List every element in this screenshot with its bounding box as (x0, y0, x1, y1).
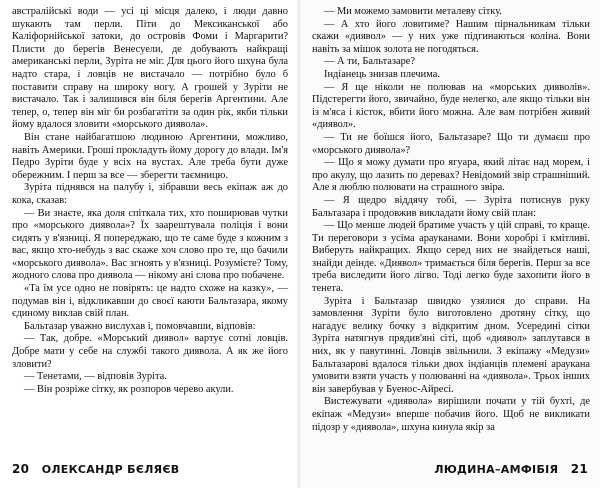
paragraph: — Ми можемо замовити металеву сітку. (324, 6, 502, 17)
paragraph: — Я ще ніколи не полював на «морських дияволів». Підстерегти його, звичайно, буде нелегко, але якщо тільки він із м'яса і кісток, вбити його можна. Але вам потрібен живий «диявол». (312, 81, 590, 131)
paragraph: — А хто його ловитиме? Нашим пірнальникам тільки скажи «диявол» — у них уже підгинаються коліна. Вони навіть за мішок золота не погодяться. (312, 18, 590, 55)
right-page (300, 0, 600, 488)
right-page-footer (434, 462, 588, 476)
paragraph: — Тенетами, — відповів Зуріта. (24, 371, 167, 383)
paragraph: — Що я можу думати про ягуара, який літає над морем, і про акулу, що лазить по деревах? Невідомий звір страшніший. Але я люблю полювати на страшного звіра. (312, 157, 590, 194)
paragraph: Вистежувати «диявола» вирішили почати у тій бухті, де екіпаж «Медузи» вперше побачив його. Щоб не викликати підозр у «диявола», шхуна кинула якір за (312, 396, 590, 433)
paragraph: Індіанець знизав плечима. (324, 68, 440, 80)
paragraph: «Та їм усе одно не повірять: це надто схоже на казку», — подумав він і, відкликавши до своєї каюти Бальтазара, якому єдиному виклав свій план. (12, 283, 288, 320)
left-page-text (12, 6, 288, 396)
paragraph: — Ви знаєте, яка доля спіткала тих, хто поширював чутки про «морського диявола»? Їх заарештувала поліція і вони сидять у в'язниці. Я попереджаю, що те саме буде з кожним з вас, якщо хто-небудь з вас скаже хоч слово про те, що бачили «морського диявола». Вас згноять у в'язниці. Розумієте? Тому, жодного слова про диявола — нікому ані слова про побачене. (12, 207, 288, 282)
right-page-text (312, 6, 590, 434)
page-number: 21 (570, 462, 588, 476)
paragraph: — Я щедро віддячу тобі, — Зуріта потиснув руку Бальтазара і продовжив викладати йому свій план: (312, 194, 590, 219)
page-number: 20 (12, 462, 30, 476)
paragraph: Зуріта піднявся на палубу і, зібравши весь екіпаж аж до кока, сказав: (12, 182, 288, 206)
paragraph: — Він розріже сітку, як розпоров черево акули. (24, 383, 234, 395)
paragraph: — А ти, Бальтазаре? (324, 56, 415, 68)
paragraph: австралійські води — усі ці місця далеко, і люди давно шукають там перли. Піти до Мексиканської або Каліфорнійської затоки, до островів Фоми і Маргарити? Плисти до берегів Венесуели, де добувають найкращі американські перли, Зуріта не міг. Для цього його шхуна була надто стара, і ловців не вистачало — потрібно було б поставити справу на широку ногу. А грошей у Зуріти не вистачало. Так і залишився він біля берегів Аргентини. Але тепер, о, тепер він міг би розбагатіти за один рік, якби тільки йому вдалося зловити «морського диявола». (12, 6, 288, 131)
left-page-footer (12, 462, 180, 476)
paragraph: Бальтазар уважно вислухав і, помовчавши, відповів: (24, 320, 256, 332)
running-head-author: ОЛЕКСАНДР БЄЛЯЄВ (41, 463, 180, 476)
paragraph: Він стане найбагатшою людиною Аргентини, можливо, навіть Америки. Гроші прокладуть йому дорогу до влади. Ім'я Педро Зуріти буде у всіх на вустах. Але треба бути дуже обережним. І перш за все — зберегти таємницю. (12, 131, 288, 181)
paragraph: — Ти не боїшся його, Бальтазаре? Що ти думаєш про «морського диявола»? (312, 131, 590, 156)
paragraph: — Так, добре. «Морський диявол» вартує сотні ловців. Добре мати у себе на службі такого диявола. А як же його зловити? (12, 333, 288, 370)
paragraph: Зуріта і Бальтазар швидко узялися до справи. На замовлення Зуріти було виготовлено дротяну сітку, що нагадує велику бочку з відкритим дном. Усередині сітки Зуріта натягнув прядив'яні сіті, щоб «диявол» заплутався в них, як у павутинні. Ловців звільнили. З екіпажу «Медузи» Бальтазарові вдалося тільки двох індіанців племені араукана умовити взяти участь у полюванні на «диявола». Трьох інших він завербував у Буенос-Айресі. (312, 295, 590, 395)
running-head-title: ЛЮДИНА–АМФІБІЯ (434, 463, 559, 476)
paragraph: — Що менше людей братиме участь у цій справі, то краще. Ти переговори з усіма арауканами. Вони хоробрі і кмітливі. Виберуть найкращих. Якщо серед них не знайдеться наші, знайди деінде. «Диявол» тримається біля берегів. Перш за все треба виследити його лігво. Тоді легко буде захопити його в тенета. (312, 220, 590, 295)
